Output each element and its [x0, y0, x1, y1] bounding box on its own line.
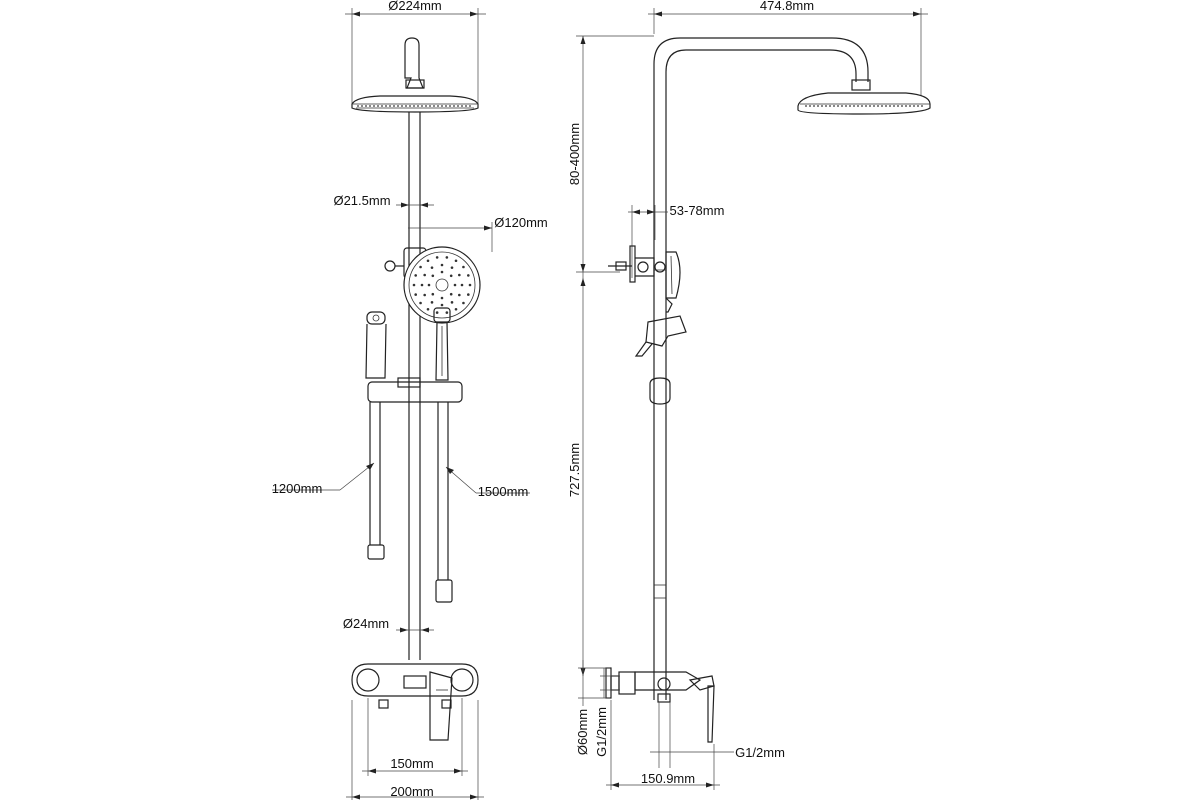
nozzle-dot: [389, 105, 391, 107]
inlet-thread-label: G1/2mm: [594, 707, 609, 757]
nozzle-dot: [373, 105, 375, 107]
nozzle-dot: [436, 256, 439, 259]
nozzle-dot: [817, 105, 819, 107]
nozzle-dot: [454, 284, 457, 287]
nozzle-dot: [441, 264, 444, 267]
nozzle-dot: [865, 105, 867, 107]
nozzle-dot: [450, 275, 453, 278]
nozzle-dot: [901, 105, 903, 107]
riser-and-arm-side: [654, 38, 870, 700]
nozzle-dot: [467, 293, 470, 296]
nozzle-dot: [423, 274, 426, 277]
nozzle-dot: [825, 105, 827, 107]
nozzle-dot: [361, 105, 363, 107]
nozzle-dot: [467, 274, 470, 277]
nozzle-dot: [885, 105, 887, 107]
riser-pipe-front: [409, 112, 420, 660]
nozzle-dot: [913, 105, 915, 107]
nozzle-dot: [889, 105, 891, 107]
mixer-body-front: [352, 664, 478, 740]
nozzle-dot: [897, 105, 899, 107]
nozzle-dot: [432, 293, 435, 296]
nozzle-dot: [805, 105, 807, 107]
bracket-offset-label: 53-78mm: [669, 203, 725, 218]
arm-reach-label: 474.8mm: [759, 0, 815, 13]
nozzle-dot: [837, 105, 839, 107]
nozzle-dot: [405, 105, 407, 107]
nozzle-dot: [409, 105, 411, 107]
wall-bracket-side: [608, 246, 665, 282]
short-hose-length-leader: [272, 463, 374, 496]
nozzle-dot: [385, 105, 387, 107]
nozzle-dot: [853, 105, 855, 107]
hand-shower-side: [666, 252, 680, 312]
nozzle-dot: [436, 311, 439, 314]
nozzle-dot: [397, 105, 399, 107]
nozzle-dot: [419, 302, 422, 305]
nozzle-dot: [458, 274, 461, 277]
rain-shower-head-side: [798, 93, 930, 114]
hose-holder-bar: [368, 378, 462, 402]
nozzle-dot: [414, 274, 417, 277]
nozzle-dot: [469, 284, 472, 287]
nozzle-dot: [433, 105, 435, 107]
riser-height-dimension: [567, 272, 620, 676]
nozzle-dot: [849, 105, 851, 107]
mixer-spacing-label: 150mm: [390, 756, 434, 771]
nozzle-dot: [873, 105, 875, 107]
nozzle-dot: [877, 105, 879, 107]
nozzle-dot: [357, 105, 359, 107]
nozzle-dot: [441, 304, 444, 307]
front-view: [272, 0, 548, 800]
nozzle-dot: [821, 105, 823, 107]
riser-diameter-dimension: [333, 193, 434, 208]
nozzle-dot: [829, 105, 831, 107]
nozzle-dot: [921, 105, 923, 107]
nozzle-dot: [905, 105, 907, 107]
nozzle-dot: [450, 293, 453, 296]
nozzle-dot: [414, 293, 417, 296]
nozzle-dot: [441, 105, 443, 107]
height-adjust-label: 80-400mm: [567, 122, 582, 186]
nozzle-dot: [431, 301, 434, 304]
nozzle-dot: [461, 284, 464, 287]
rain-shower-head-front: [352, 38, 478, 112]
nozzle-dot: [427, 308, 430, 311]
outlet-thread-dimension: [650, 702, 785, 768]
nozzle-dot: [365, 105, 367, 107]
nozzle-dot: [441, 271, 444, 274]
nozzle-dot: [917, 105, 919, 107]
rail-diameter-label: Ø24mm: [342, 616, 390, 631]
long-hose-front: [436, 402, 452, 602]
nozzle-dot: [893, 105, 895, 107]
hand-shower-diameter-dimension: [408, 215, 548, 252]
nozzle-dot: [457, 105, 459, 107]
outlet-thread-label: G1/2mm: [735, 745, 785, 760]
mixer-spacing-dimension: [362, 698, 468, 776]
escutcheon-dimension: [575, 660, 620, 757]
nozzle-dot: [445, 105, 447, 107]
nozzle-dot: [449, 105, 451, 107]
nozzle-dot: [381, 105, 383, 107]
nozzle-dot: [421, 105, 423, 107]
nozzle-dot: [469, 105, 471, 107]
riser-diameter-label: Ø21.5mm: [333, 193, 391, 208]
short-hose-length-label: 1200mm: [271, 481, 323, 496]
rain-head-width-dimension: [345, 0, 486, 106]
nozzle-dot: [421, 284, 424, 287]
wall-to-outlet-dimension: [606, 700, 720, 790]
nozzle-dot: [841, 105, 843, 107]
nozzle-dot: [437, 105, 439, 107]
nozzle-dot: [428, 284, 431, 287]
nozzle-dot: [425, 105, 427, 107]
nozzle-dot: [419, 266, 422, 269]
nozzle-dot: [432, 275, 435, 278]
nozzle-dot: [451, 301, 454, 304]
nozzle-dot: [441, 297, 444, 300]
nozzle-dot: [393, 105, 395, 107]
rain-head-diameter-label: Ø224mm: [388, 0, 442, 13]
nozzle-dot: [446, 256, 449, 259]
nozzle-dot: [455, 308, 458, 311]
mixer-width-label: 200mm: [390, 784, 434, 799]
nozzle-dot: [429, 105, 431, 107]
mixer-body-side: [606, 668, 714, 742]
nozzle-dot: [413, 284, 416, 287]
nozzle-dot: [413, 105, 415, 107]
nozzle-dot: [881, 105, 883, 107]
slider-side: [650, 378, 670, 404]
nozzle-dot: [451, 266, 454, 269]
nozzle-dot: [427, 259, 430, 262]
riser-height-label: 727.5mm: [567, 442, 582, 498]
nozzle-dot: [809, 105, 811, 107]
nozzle-dot: [813, 105, 815, 107]
nozzle-dot: [455, 259, 458, 262]
nozzle-dot: [845, 105, 847, 107]
nozzle-dot: [462, 266, 465, 269]
short-hose-front: [368, 402, 384, 559]
nozzle-dot: [833, 105, 835, 107]
escutcheon-diameter-label: Ø60mm: [575, 708, 590, 756]
side-spray-front: [366, 312, 386, 378]
height-adjust-dimension: [567, 36, 654, 272]
hose-holder-side: [636, 316, 686, 356]
nozzle-dot: [465, 105, 467, 107]
nozzle-dot: [869, 105, 871, 107]
nozzle-dot: [377, 105, 379, 107]
nozzle-dot: [857, 105, 859, 107]
nozzle-dot: [431, 266, 434, 269]
nozzle-dot: [446, 311, 449, 314]
nozzle-dot: [909, 105, 911, 107]
hand-shower-head-front: [404, 247, 480, 380]
nozzle-dot: [462, 302, 465, 305]
nozzle-dot: [453, 105, 455, 107]
nozzle-dot: [461, 105, 463, 107]
mixer-width-dimension: [346, 700, 484, 800]
nozzle-dot: [458, 294, 461, 297]
nozzle-dot: [401, 105, 403, 107]
wall-to-outlet-label: 150.9mm: [640, 771, 696, 786]
side-view: [567, 0, 930, 790]
nozzle-dot: [417, 105, 419, 107]
nozzle-dot: [369, 105, 371, 107]
long-hose-length-label: 1500mm: [477, 484, 529, 499]
long-hose-length-leader: [446, 467, 530, 499]
hand-shower-diameter-label: Ø120mm: [494, 215, 548, 230]
rain-head-nozzles: [357, 105, 471, 107]
nozzle-dot: [423, 294, 426, 297]
nozzle-dot: [861, 105, 863, 107]
bracket-offset-dimension: [628, 203, 724, 278]
